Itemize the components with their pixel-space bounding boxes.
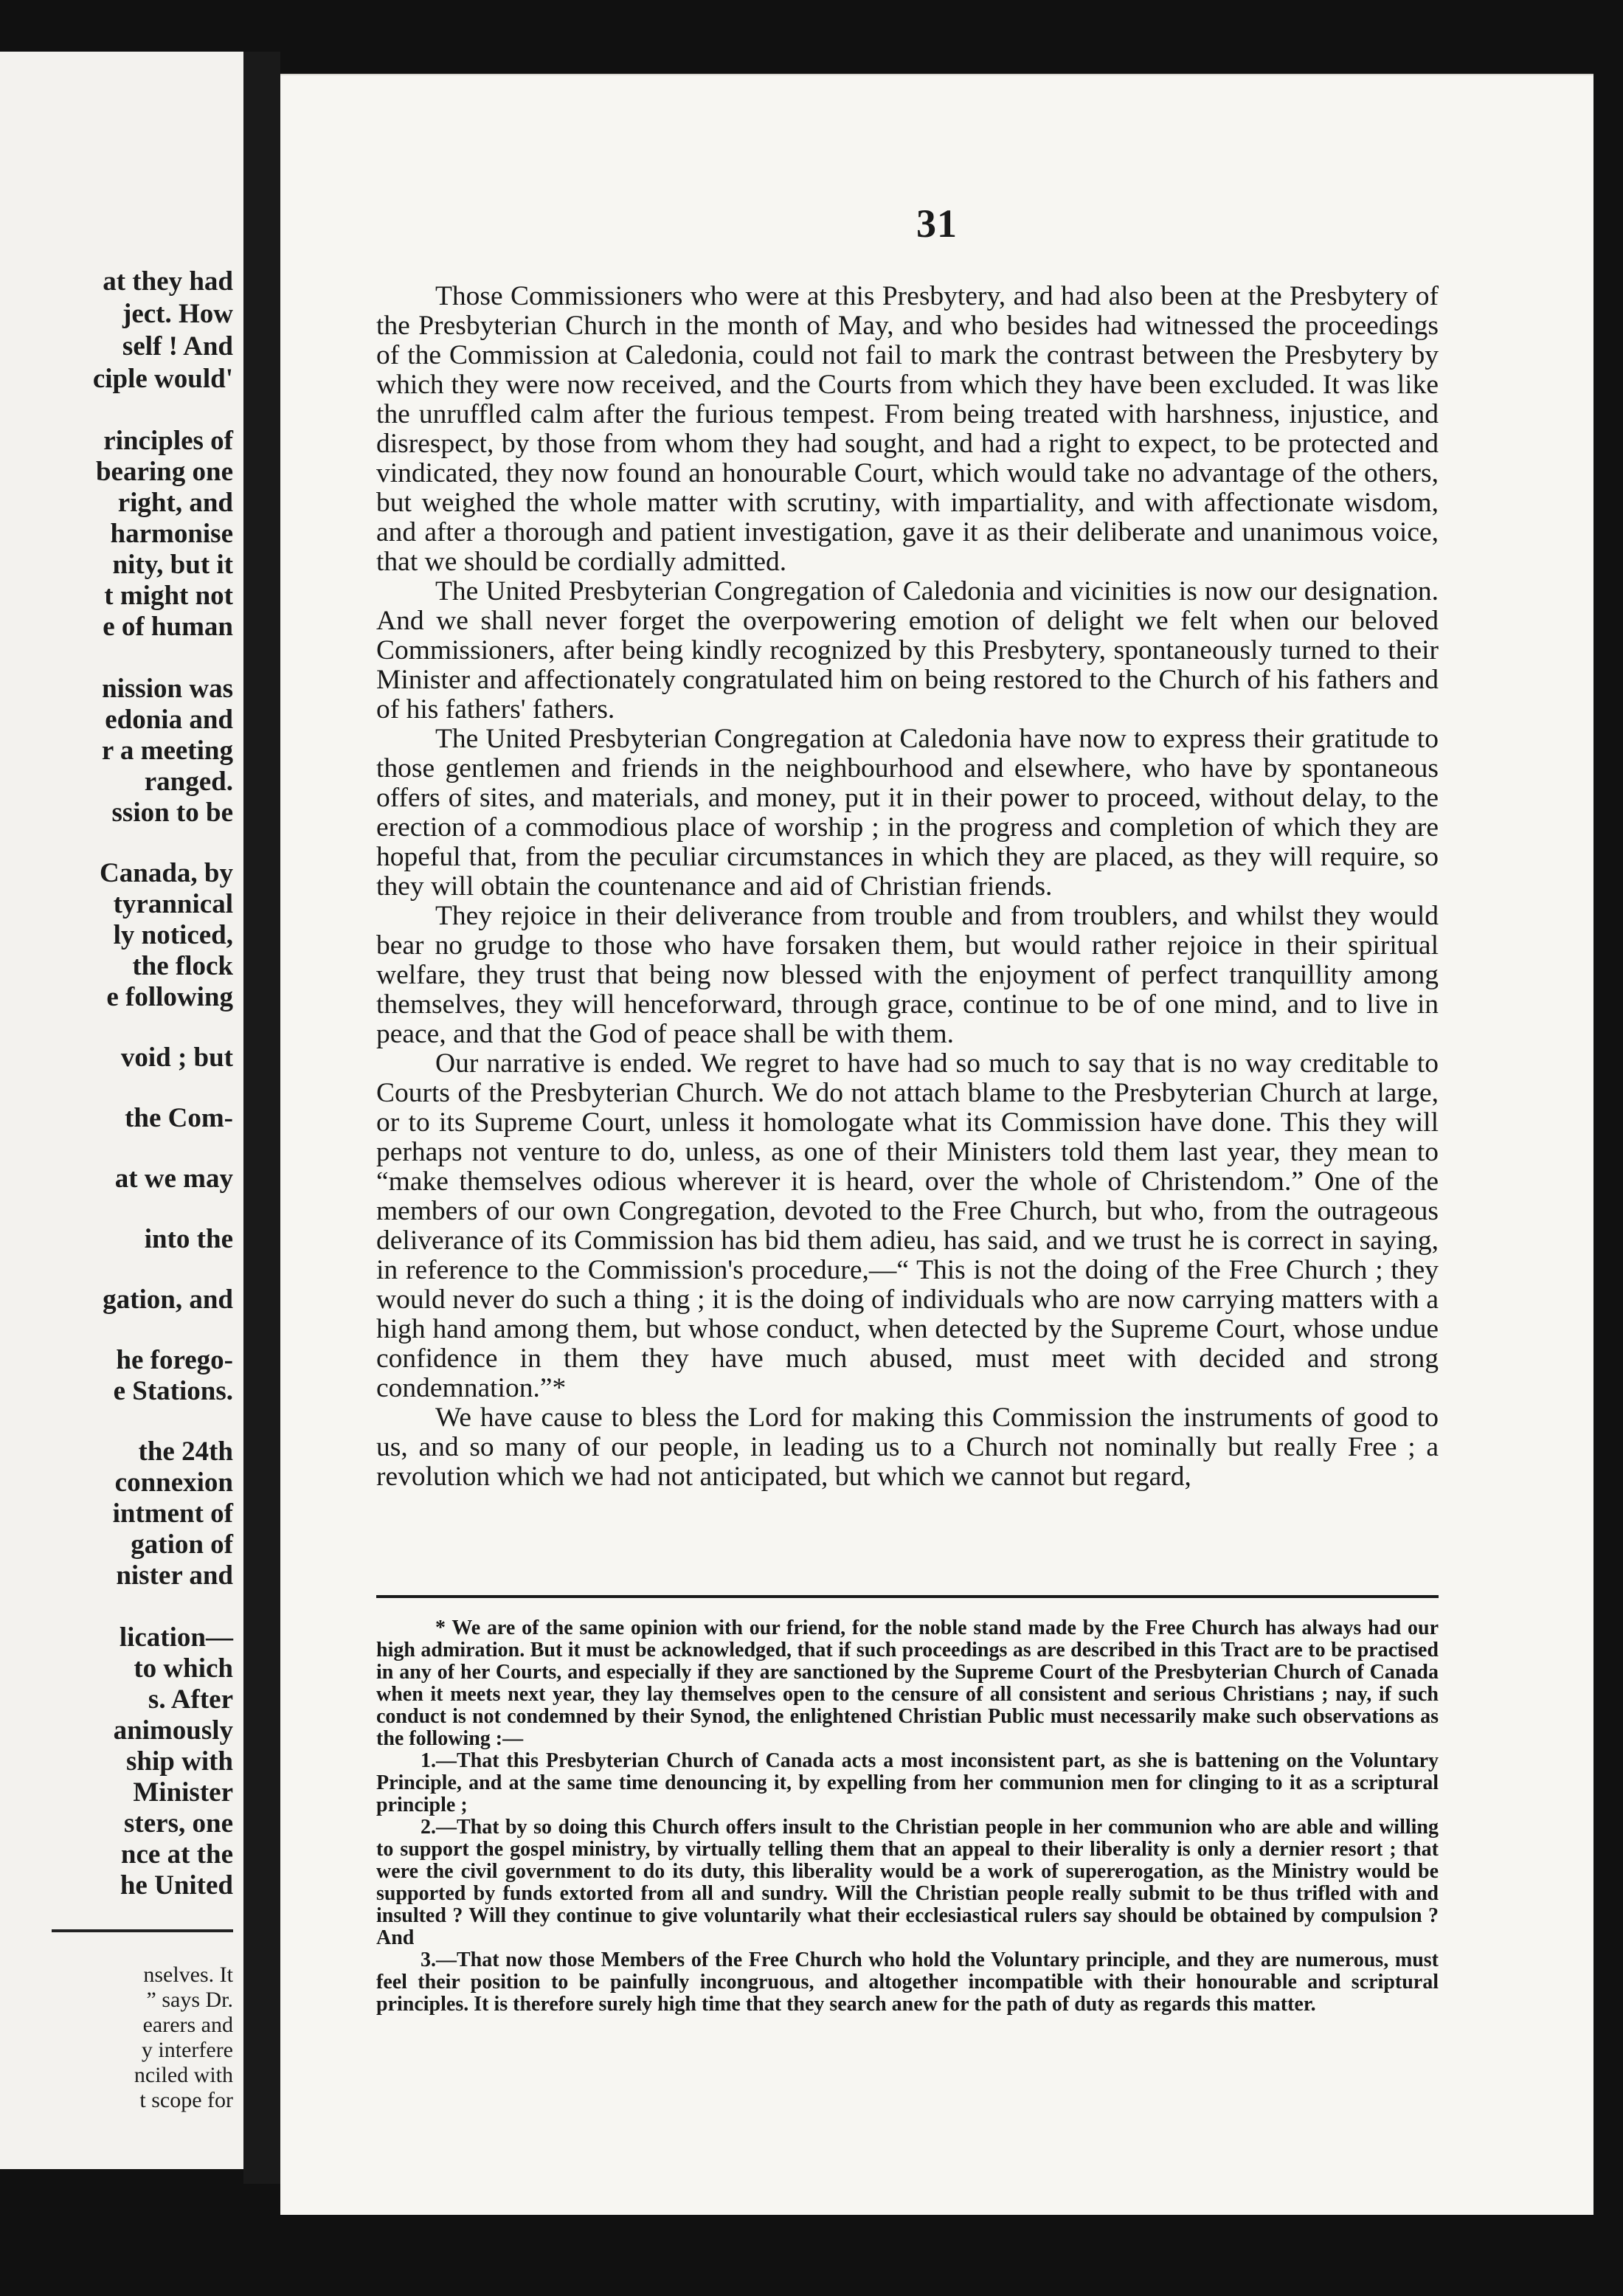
left-page-line: t might not — [104, 581, 233, 611]
footnote-intro: * We are of the same opinion with our friend, for the noble stand made by the Free Church has always had our high admiration. But it must be acknowledged, that if such proceedings as are described in this Tract are to be practised in any of her Courts, and especially if they are sanctioned by the Supreme Court of the Presbyterian Church of Canada when it meets next year, they lay themselves open to the censure of all consistent and serious Christians ; nay, if such conduct is not condemned by their Synod, the enlightened Christian Public must necessarily make such observations as the following :— — [376, 1616, 1439, 1750]
left-page-line: e Stations. — [113, 1376, 233, 1406]
left-page-line: earers and — [142, 2013, 233, 2037]
left-page-line: the flock — [132, 951, 233, 981]
left-page-line: animously — [113, 1715, 233, 1746]
left-page-line: nission was — [102, 674, 233, 704]
left-page-line: Minister — [133, 1777, 233, 1808]
left-page-line: void ; but — [120, 1042, 233, 1073]
page-number: 31 — [916, 201, 958, 246]
left-page-line: gation, and — [103, 1284, 233, 1315]
left-page-line: rinciples of — [103, 426, 233, 456]
left-page-line: sters, one — [124, 1808, 233, 1839]
left-page-line: right, and — [117, 488, 233, 518]
right-page — [280, 74, 1593, 2215]
left-page-line: ranged. — [144, 767, 233, 797]
left-page-line: ciple would' — [92, 364, 233, 394]
left-page-line: harmonise — [110, 519, 233, 549]
left-page-line: he United — [120, 1870, 233, 1901]
paragraph-3: The United Presbyterian Congregation at Caledonia have now to express their gratitude to those gentlemen and friends in the neighbourhood and elsewhere, who have by spontaneous offers of sites, and materials, and money, put it in their power to proceed, without delay, to the erection of a commodious place of worship ; in the progress and completion of which they are hopeful that, from the peculiar circumstances in which they are placed, as they will require, so they will obtain the countenance and aid of Christian friends. — [376, 724, 1439, 902]
paragraph-4: They rejoice in their deliverance from trouble and from troublers, and whilst they would bear no grudge to those who have forsaken them, but would rather rejoice in their spiritual welfare, they trust that being now blessed with the enjoyment of perfect tranquillity among themselves, they will henceforward, through grace, continue to be of one mind, and to live in peace, and that the God of peace shall be with them. — [376, 901, 1439, 1049]
left-page-line: at they had — [103, 266, 233, 297]
left-page-line: the Com- — [125, 1103, 233, 1133]
left-page-fragment — [0, 52, 248, 2169]
left-page-line: gation of — [131, 1529, 233, 1560]
footnote-item-1: 1.—That this Presbyterian Church of Canada acts a most inconsistent part, as she is battening on the Voluntary Principle, and at the same time denouncing it, by expelling from her communion men for clinging to it as a scriptural principle ; — [376, 1749, 1439, 1816]
left-page-line: e following — [106, 982, 233, 1012]
paragraph-2: The United Presbyterian Congregation of Caledonia and vicinities is now our designation. And we shall never forget the overpowering emotion of delight we felt when our beloved Commissioners, after being kindly recognized by this Presbytery, spontaneously turned to their Minister and affectionately congratulated him on being restored to the Church of his fathers and of his fathers' fathers. — [376, 576, 1439, 725]
left-page-line: bearing one — [95, 457, 233, 487]
left-page-line: edonia and — [105, 705, 233, 735]
body-text — [376, 282, 1439, 1492]
book-gutter — [243, 52, 280, 2184]
left-page-line: connexion — [114, 1467, 233, 1498]
footnote-item-2: 2.—That by so doing this Church offers insult to the Christian people in her communion who are able and willing to support the gospel ministry, by virtually telling them that an appeal to their liberality is only a dernier resort ; that were the civil government to do its duty, this liberality would be a work of supererogation, as the Ministry would be supported by funds extorted from all and sundry. Will the Christian people really submit to be thus trifled with and insulted ? Will they continue to give voluntarily what their ecclesiastical rulers say should be obtained by compulsion ? And — [376, 1816, 1439, 1949]
left-page-line: t scope for — [139, 2088, 233, 2112]
paragraph-5: Our narrative is ended. We regret to have had so much to say that is no way creditable to Courts of the Presbyterian Church. We do not attach blame to the Presbyterian Church at large, or to its Supreme Court, unless it homologate what its Commission have done. This they will perhaps not venture to do, unless, as one of their Ministers told them last year, they mean to “make themselves odious wherever it is heard, over the whole of Christendom.” One of the members of our own Congregation, devoted to the Free Church, but who, from the outrageous deliverance of its Commission has bid them adieu, has said, and we trust he is correct in saying, in reference to the Commission's procedure,—“ This is not the doing of the Free Church ; they would never do such a thing ; it is the doing of individuals who are now carrying matters with a high hand among them, but whose conduct, when detected by the Supreme Court, whose undue confidence in them they have much abused, must meet with decided and strong condemnation.”* — [376, 1048, 1439, 1403]
left-page-line: y interfere — [141, 2038, 233, 2062]
left-page-line: r a meeting — [101, 736, 233, 766]
left-page-line: nciled with — [134, 2063, 233, 2087]
left-page-line: intment of — [112, 1498, 233, 1529]
left-page-line: into the — [144, 1224, 233, 1254]
footnote — [376, 1617, 1439, 2016]
left-page-line: ” says Dr. — [146, 1988, 233, 2012]
left-page-line: nity, but it — [112, 550, 233, 580]
left-page-line: e of human — [103, 612, 233, 642]
left-footnote-rule — [52, 1929, 233, 1932]
left-page-line: nselves. It — [143, 1963, 233, 1987]
left-page-line: to which — [134, 1653, 233, 1684]
left-page-line: the 24th — [138, 1436, 233, 1467]
footnote-item-3: 3.—That now those Members of the Free Church who hold the Voluntary principle, and they are numerous, must feel their position to be painfully incongruous, and altogether incompatible with their honourable and scriptural principles. It is therefore surely high time that they search anew for the path of duty as regards this matter. — [376, 1949, 1439, 2016]
left-page-line: at we may — [114, 1163, 233, 1194]
left-page-line: ject. How — [122, 299, 233, 329]
footnote-rule — [376, 1595, 1439, 1598]
left-page-line: s. After — [148, 1684, 233, 1715]
left-page-line: lication— — [119, 1622, 233, 1653]
left-page-line: he forego- — [116, 1345, 233, 1375]
left-page-line: self ! And — [122, 331, 233, 362]
left-page-line: ly noticed, — [113, 920, 233, 950]
left-page-line: tyrannical — [113, 889, 233, 919]
left-page-line: nce at the — [120, 1839, 233, 1870]
left-page-line: nister and — [116, 1560, 233, 1591]
paragraph-1: Those Commissioners who were at this Presbytery, and had also been at the Presbytery of the Presbyterian Church in the month of May, and who besides had witnessed the proceedings of the Commission at Caledonia, could not fail to mark the contrast between the Presbytery by which they were now received, and the Courts from which they have been excluded. It was like the unruffled calm after the furious tempest. From being treated with harshness, injustice, and disrespect, by those from whom they had sought, and had a right to expect, to be protected and vindicated, they now found an honourable Court, which would take no advantage of the others, but weighed the whole matter with scrutiny, with impartiality, and with affectionate wisdom, and after a thorough and patient investigation, gave it as their deliberate and unanimous voice, that we should be cordially admitted. — [376, 281, 1439, 577]
left-page-line: ssion to be — [111, 798, 233, 828]
paragraph-6: We have cause to bless the Lord for making this Commission the instruments of good to us, and so many of our people, in leading us to a Church not nominally but really Free ; a revolution which we had not anticipated, but which we cannot but regard, — [376, 1403, 1439, 1492]
left-page-line: ship with — [126, 1746, 233, 1777]
left-page-line: Canada, by — [100, 858, 233, 888]
